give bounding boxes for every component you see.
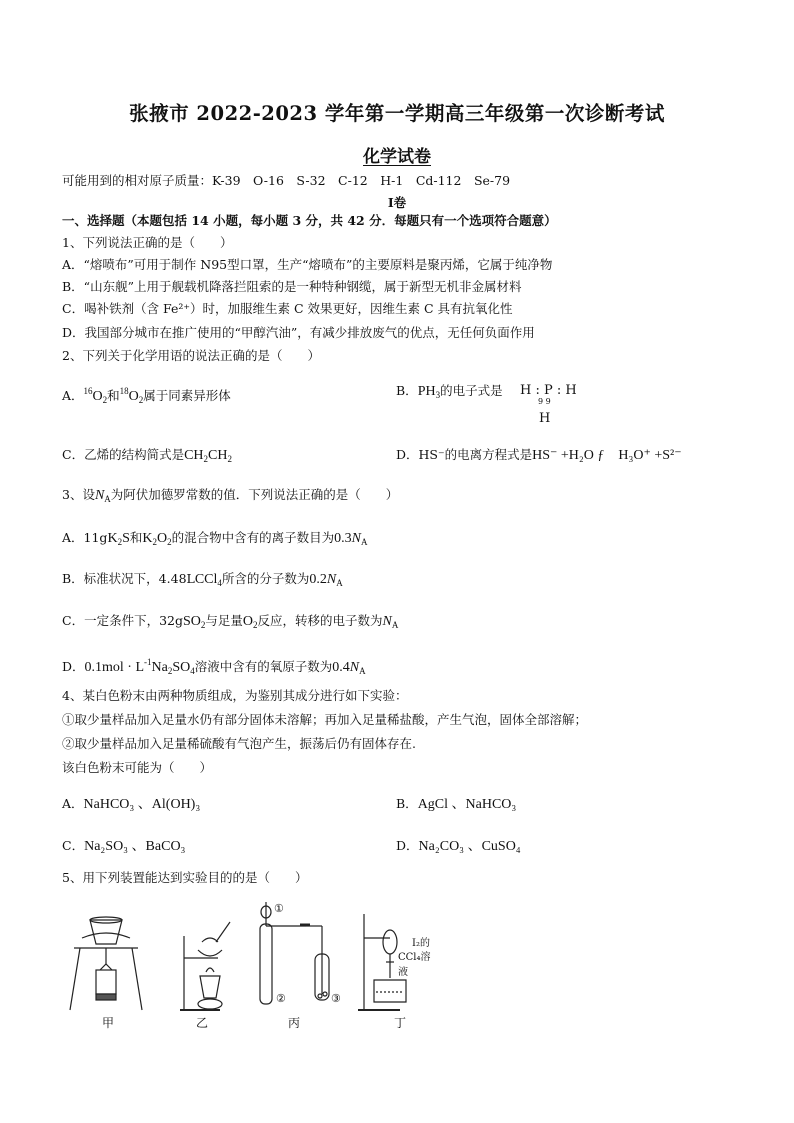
q2-stem: 2、下列关于化学用语的说法正确的是（ ）: [62, 348, 320, 363]
q1-option-c: C．喝补铁剂（含 Fe²⁺）时，加服维生素 C 效果更好，因维生素 C 具有抗氧化性: [62, 301, 513, 316]
fig-label-yi: 乙: [196, 1016, 209, 1030]
fig-label-bing: 丙: [288, 1016, 301, 1030]
q4-option-a: A．NaHCO₃ 、Al(OH)₃: [62, 796, 201, 812]
section-heading: 一、选择题（本题包括 14 小题，每小题 3 分，共 42 分．每题只有一个选项符合题意）: [62, 213, 557, 228]
q2-electron-h: H: [539, 411, 551, 426]
q4-stem: 4、某白色粉末由两种物质组成，为鉴别其成分进行如下实验：: [62, 688, 408, 703]
apparatus-figures: [60, 898, 440, 1036]
subtitle-text: 化学试卷: [363, 147, 431, 167]
reagent-line-2: CCl₄溶液: [398, 952, 431, 978]
q1-option-a: A．“熔喷布”可用于制作 N95型口罩，生产“熔喷布”的主要原料是聚丙烯，它属于纯净物: [62, 257, 553, 272]
q2-option-c: C．乙烯的结构简式是$CH_2CH_2$: [62, 447, 232, 464]
q2-a-formula: $^{16}O_2$: [83, 386, 108, 405]
atomic-masses: 可能用到的相对原子质量：K-39 O-16 S-32 C-12 H-1 Cd-112 Se-79: [62, 173, 511, 188]
q4-question: 该白色粉末可能为（ ）: [62, 760, 213, 775]
exam-title: 张掖市 2022-2023 学年第一学期高三年级第一次诊断考试: [129, 102, 665, 125]
q3-option-c: C．一定条件下，32gSO$_2$与足量$O_2$反应，转移的电子数为$N_A$: [62, 613, 399, 630]
q4-option-b: B．AgCl 、NaHCO₃: [396, 796, 517, 812]
mark-2: ②: [276, 992, 286, 1005]
q4-step-2: ②取少量样品加入足量稀硫酸有气泡产生，振荡后仍有固体存在.: [62, 736, 416, 751]
volume-label: Ⅰ卷: [387, 195, 407, 210]
q2-electron-dots: 9 9: [538, 397, 551, 406]
q2-a-label: A．: [62, 388, 84, 403]
mark-1: ①: [274, 902, 284, 915]
apparatus-yi: [180, 922, 230, 1010]
apparatus-jia: [70, 917, 142, 1010]
q2-option-b: B．$PH_3$的电子式是: [396, 383, 503, 400]
fig-label-jia: 甲: [102, 1016, 115, 1030]
q5-stem: 5、用下列装置能达到实验目的的是（ ）: [62, 870, 308, 885]
apparatus-diagram: [60, 898, 440, 1036]
q3-option-b: B．标准状况下，4.48LCCl$_4$所含的分子数为$0.2N_A$: [62, 571, 343, 588]
q4-option-c: C．Na₂SO₃ 、BaCO₃: [62, 838, 186, 854]
q2-electron-formula: H : P : H: [520, 383, 577, 398]
mark-3: ③: [331, 992, 341, 1005]
exam-subtitle: [0, 142, 794, 167]
q1-option-b: B．“山东舰”上用于舰载机降落拦阻索的是一种特种钢缆，属于新型无机非金属材料: [62, 279, 522, 294]
q2-option-d: D．HS⁻的电离方程式是HS⁻ +H₂O ƒ H₃O⁺ +S²⁻: [396, 447, 682, 463]
q3-option-d: D．$0.1mol \cdot L^{-1}Na_2SO_4$溶液中含有的氧原子数为$0.4N_A$: [62, 657, 366, 676]
q1-stem: 1、下列说法正确的是（ ）: [62, 235, 233, 250]
apparatus-bing: [260, 902, 329, 1004]
q3-option-a: A．$11gK_2S$和$K_2O_2$的混合物中含有的离子数目为$0.3N_A$: [62, 530, 368, 547]
q2-option-a: A．$^{16}O_2$和$^{18}O_2$属于同素异形体: [62, 386, 231, 405]
reagent-line-1: I₂的: [412, 938, 430, 949]
q1-option-d: D．我国部分城市在推广使用的“甲醇汽油”，有减少排放废气的优点，无任何负面作用: [62, 325, 535, 340]
q4-option-d: D．Na₂CO₃ 、CuSO₄: [396, 838, 521, 854]
fig-label-ding: 丁: [394, 1016, 407, 1030]
q4-step-1: ①取少量样品加入足量水仍有部分固体未溶解；再加入足量稀盐酸，产生气泡，固体全部溶解；: [62, 712, 588, 727]
q3-stem: 3、设$N_A$为阿伏加德罗常数的值．下列说法正确的是（ ）: [62, 487, 399, 504]
